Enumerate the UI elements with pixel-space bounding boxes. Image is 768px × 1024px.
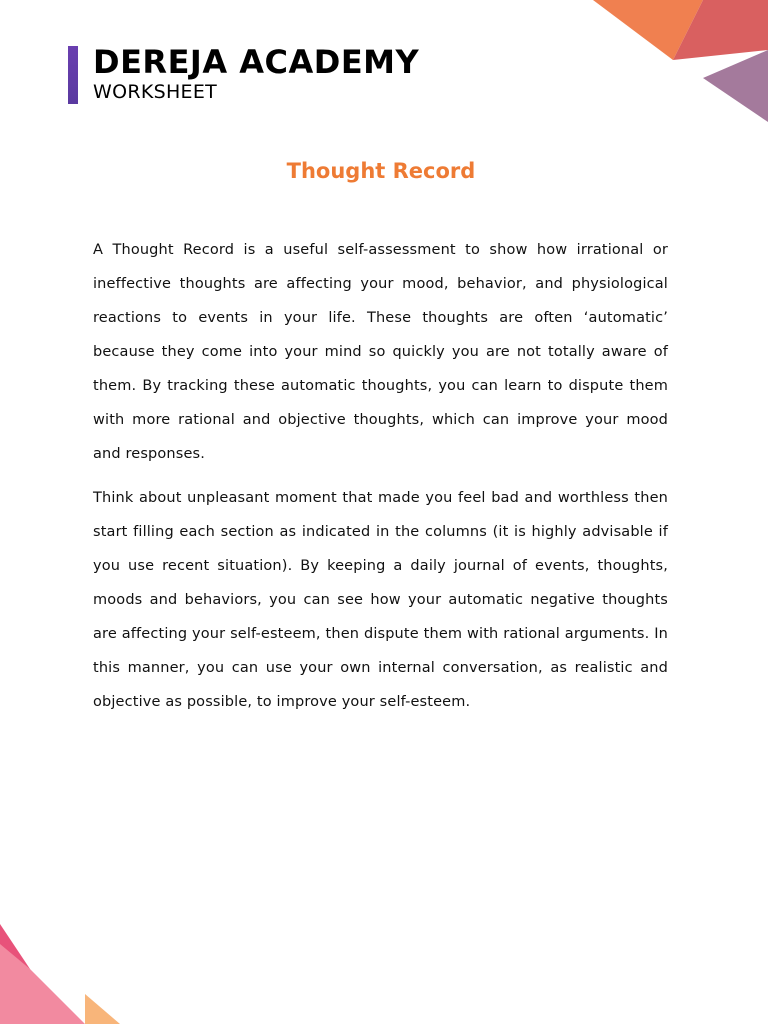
corner-triangle-mauve: [703, 50, 768, 122]
document-body: [93, 233, 668, 729]
corner-decoration-bottom: [0, 924, 125, 1024]
corner-triangle-light-pink: [0, 944, 85, 1024]
body-paragraph-instructions: Think about unpleasant moment that made you feel bad and worthless then start filling each section as indicated in the columns (it is highly advisable if you use recent situation). By keeping a daily journal of events, thoughts, moods and behaviors, you can see how your automatic negative thoughts are affecting your self-esteem, then dispute them with rational arguments. In this manner, you can use your own internal conversation, as realistic and objective as possible, to improve your self-esteem.: [93, 490, 668, 710]
body-paragraph-intro: A Thought Record is a useful self-assessment to show how irrational or ineffective thoughts are affecting your mood, behavior, and physiological reactions to events in your life. These thoughts are often ‘automatic’ because they come into your mind so quickly you are not totally aware of them. By tracking these automatic thoughts, you can learn to dispute them with more rational and objective thoughts, which can improve your mood and responses.: [93, 242, 668, 462]
header-accent-bar: [68, 46, 78, 104]
document-title: Thought Record: [286, 159, 476, 183]
corner-decoration-top: [593, 0, 768, 130]
corner-triangle-peach: [85, 994, 120, 1024]
brand-title: DEREJA ACADEMY: [93, 43, 420, 81]
brand-subtitle: WORKSHEET: [93, 81, 218, 103]
